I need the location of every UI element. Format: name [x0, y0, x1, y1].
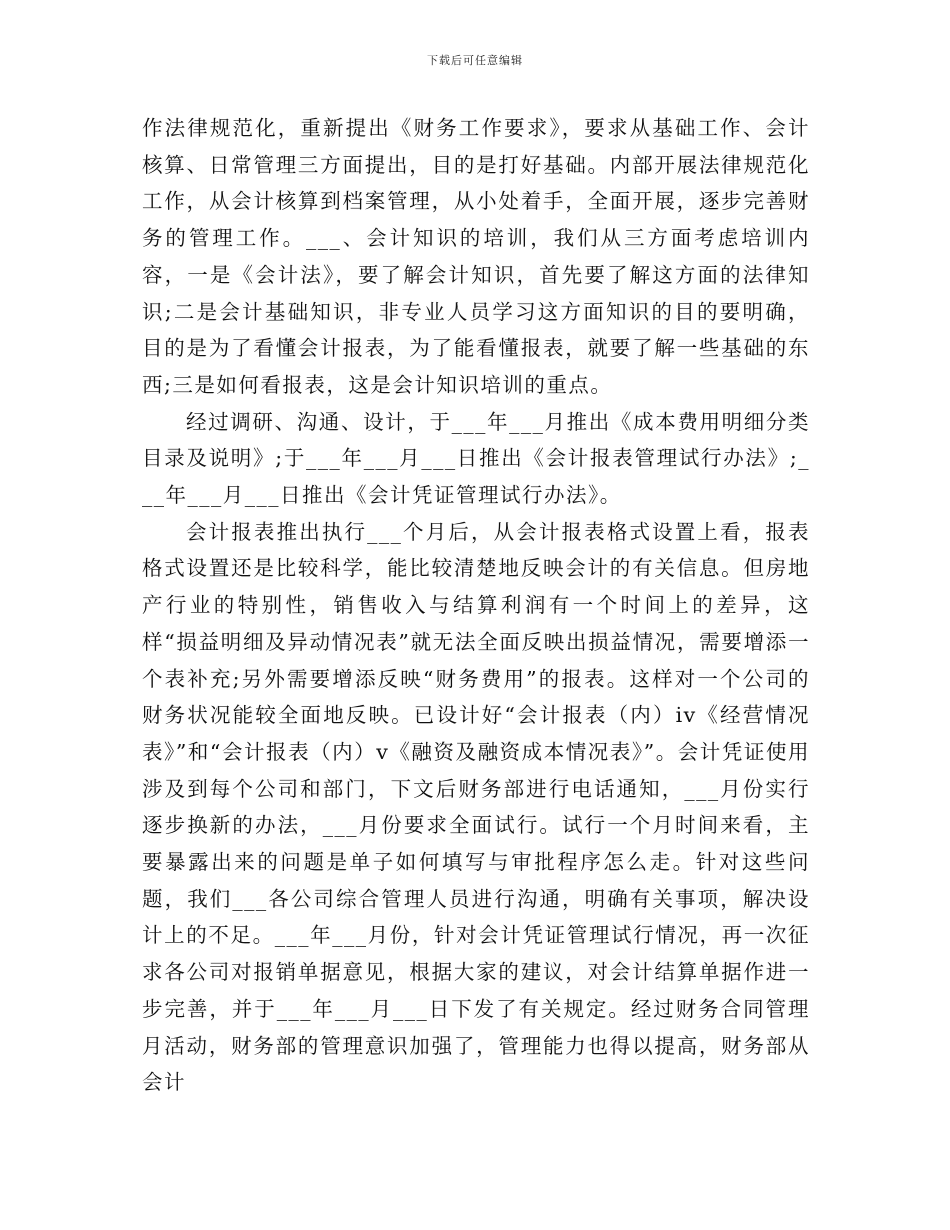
paragraph-reports: 会计报表推出执行___个月后，从会计报表格式设置上看，报表格式设置还是比较科学，能比较清楚地反映会计的有关信息。但房地产行业的特别性，销售收入与结算利润有一个时间上的差异，这样“损益明细及异动情况表”就无法全面反映出损益情况，需要增添一个表补充;另外需要增添反映“财务费用”的报表。这样对一个公司的财务状况能较全面地反映。已设计好“会计报表（内）iv《经营情况表》”和“会计报表（内）v《融资及融资成本情况表》”。会计凭证使用涉及到每个公司和部门，下文后财务部进行电话通知，___月份实行逐步换新的办法，___月份要求全面试行。试行一个月时间来看，主要暴露出来的问题是单子如何填写与审批程序怎么走。针对这些问题，我们___各公司综合管理人员进行沟通，明确有关事项，解决设计上的不足。___年___月份，针对会计凭证管理试行情况，再一次征求各公司对报销单据意见，根据大家的建议，对会计结算单据作进一步完善，并于___年___月___日下发了有关规定。经过财务合同管理月活动，财务部的管理意识加强了，管理能力也得以提高，财务部从会计	[142, 519, 810, 1095]
paragraph-publications: 经过调研、沟通、设计，于___年___月推出《成本费用明细分类目录及说明》;于___年___月___日推出《会计报表管理试行办法》;___年___月___日推出《会计凭证管理试行办法》。	[142, 409, 810, 508]
document-body	[142, 110, 810, 1101]
paragraph-training: 作法律规范化，重新提出《财务工作要求》，要求从基础工作、会计核算、日常管理三方面提出，目的是打好基础。内部开展法律规范化工作，从会计核算到档案管理，从小处着手，全面开展，逐步完善财务的管理工作。___、会计知识的培训，我们从三方面考虑培训内容，一是《会计法》，要了解会计知识，首先要了解这方面的法律知识;二是会计基础知识，非专业人员学习这方面知识的目的要明确，目的是为了看懂会计报表，为了能看懂报表，就要了解一些基础的东西;三是如何看报表，这是会计知识培训的重点。	[142, 116, 810, 397]
page-header: 下载后可任意编辑	[427, 54, 523, 67]
